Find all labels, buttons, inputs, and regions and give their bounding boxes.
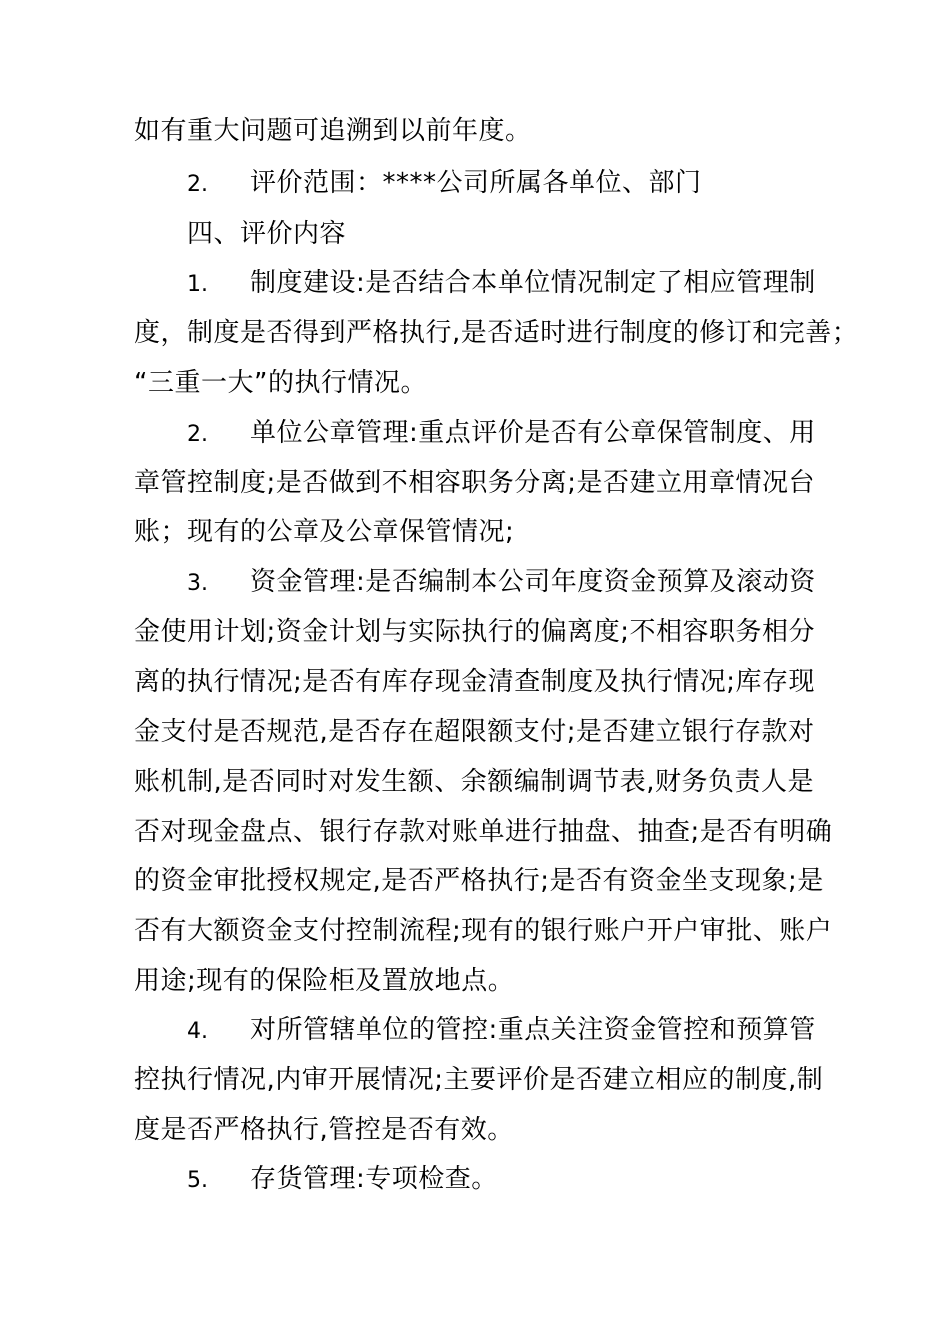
text-line: “三重一大”的执行情况。 [134, 368, 427, 398]
text-line: 单位公章管理:重点评价是否有公章保管制度、用 [250, 418, 816, 448]
text-line: 度，制度是否得到严格执行,是否适时进行制度的修订和完善； [134, 318, 859, 348]
text-line: 度是否严格执行,管控是否有效。 [134, 1115, 514, 1145]
list-number: 2. [187, 172, 208, 197]
list-number: 1. [187, 272, 208, 297]
text-line: 控执行情况,内审开展情况;主要评价是否建立相应的制度,制 [134, 1065, 824, 1095]
section-heading: 四、评价内容 [187, 219, 347, 249]
list-number: 4. [187, 1019, 208, 1044]
text-line: 评价范围：****公司所属各单位、部门 [250, 168, 702, 198]
text-line: 账机制,是否同时对发生额、余额编制调节表,财务负责人是 [134, 767, 815, 797]
text-line: 用途;现有的保险柜及置放地点。 [134, 966, 515, 996]
text-line: 离的执行情况;是否有库存现金清查制度及执行情况;库存现 [134, 667, 816, 697]
text-line: 对所管辖单位的管控:重点关注资金管控和预算管 [250, 1015, 816, 1045]
text-line: 资金管理:是否编制本公司年度资金预算及滚动资 [250, 567, 816, 597]
text-line: 金支付是否规范,是否存在超限额支付;是否建立银行存款对 [134, 717, 815, 747]
text-line: 如有重大问题可追溯到以前年度。 [134, 116, 532, 146]
text-line: 的资金审批授权规定,是否严格执行;是否有资金坐支现象;是 [134, 866, 824, 896]
list-number: 2. [187, 422, 208, 447]
list-number: 3. [187, 571, 208, 596]
text-line: 金使用计划;资金计划与实际执行的偏离度;不相容职务相分 [134, 617, 816, 647]
text-line: 否对现金盘点、银行存款对账单进行抽盘、抽查;是否有明确 [134, 817, 833, 847]
text-line: 存货管理:专项检查。 [250, 1164, 498, 1194]
text-line: 否有大额资金支付控制流程;现有的银行账户开户审批、账户 [134, 916, 833, 946]
text-line: 账；现有的公章及公章保管情况; [134, 517, 515, 547]
list-number: 5. [187, 1168, 208, 1193]
text-line: 章管控制度;是否做到不相容职务分离;是否建立用章情况台 [134, 468, 816, 498]
text-line: 制度建设:是否结合本单位情况制定了相应管理制 [250, 268, 816, 298]
